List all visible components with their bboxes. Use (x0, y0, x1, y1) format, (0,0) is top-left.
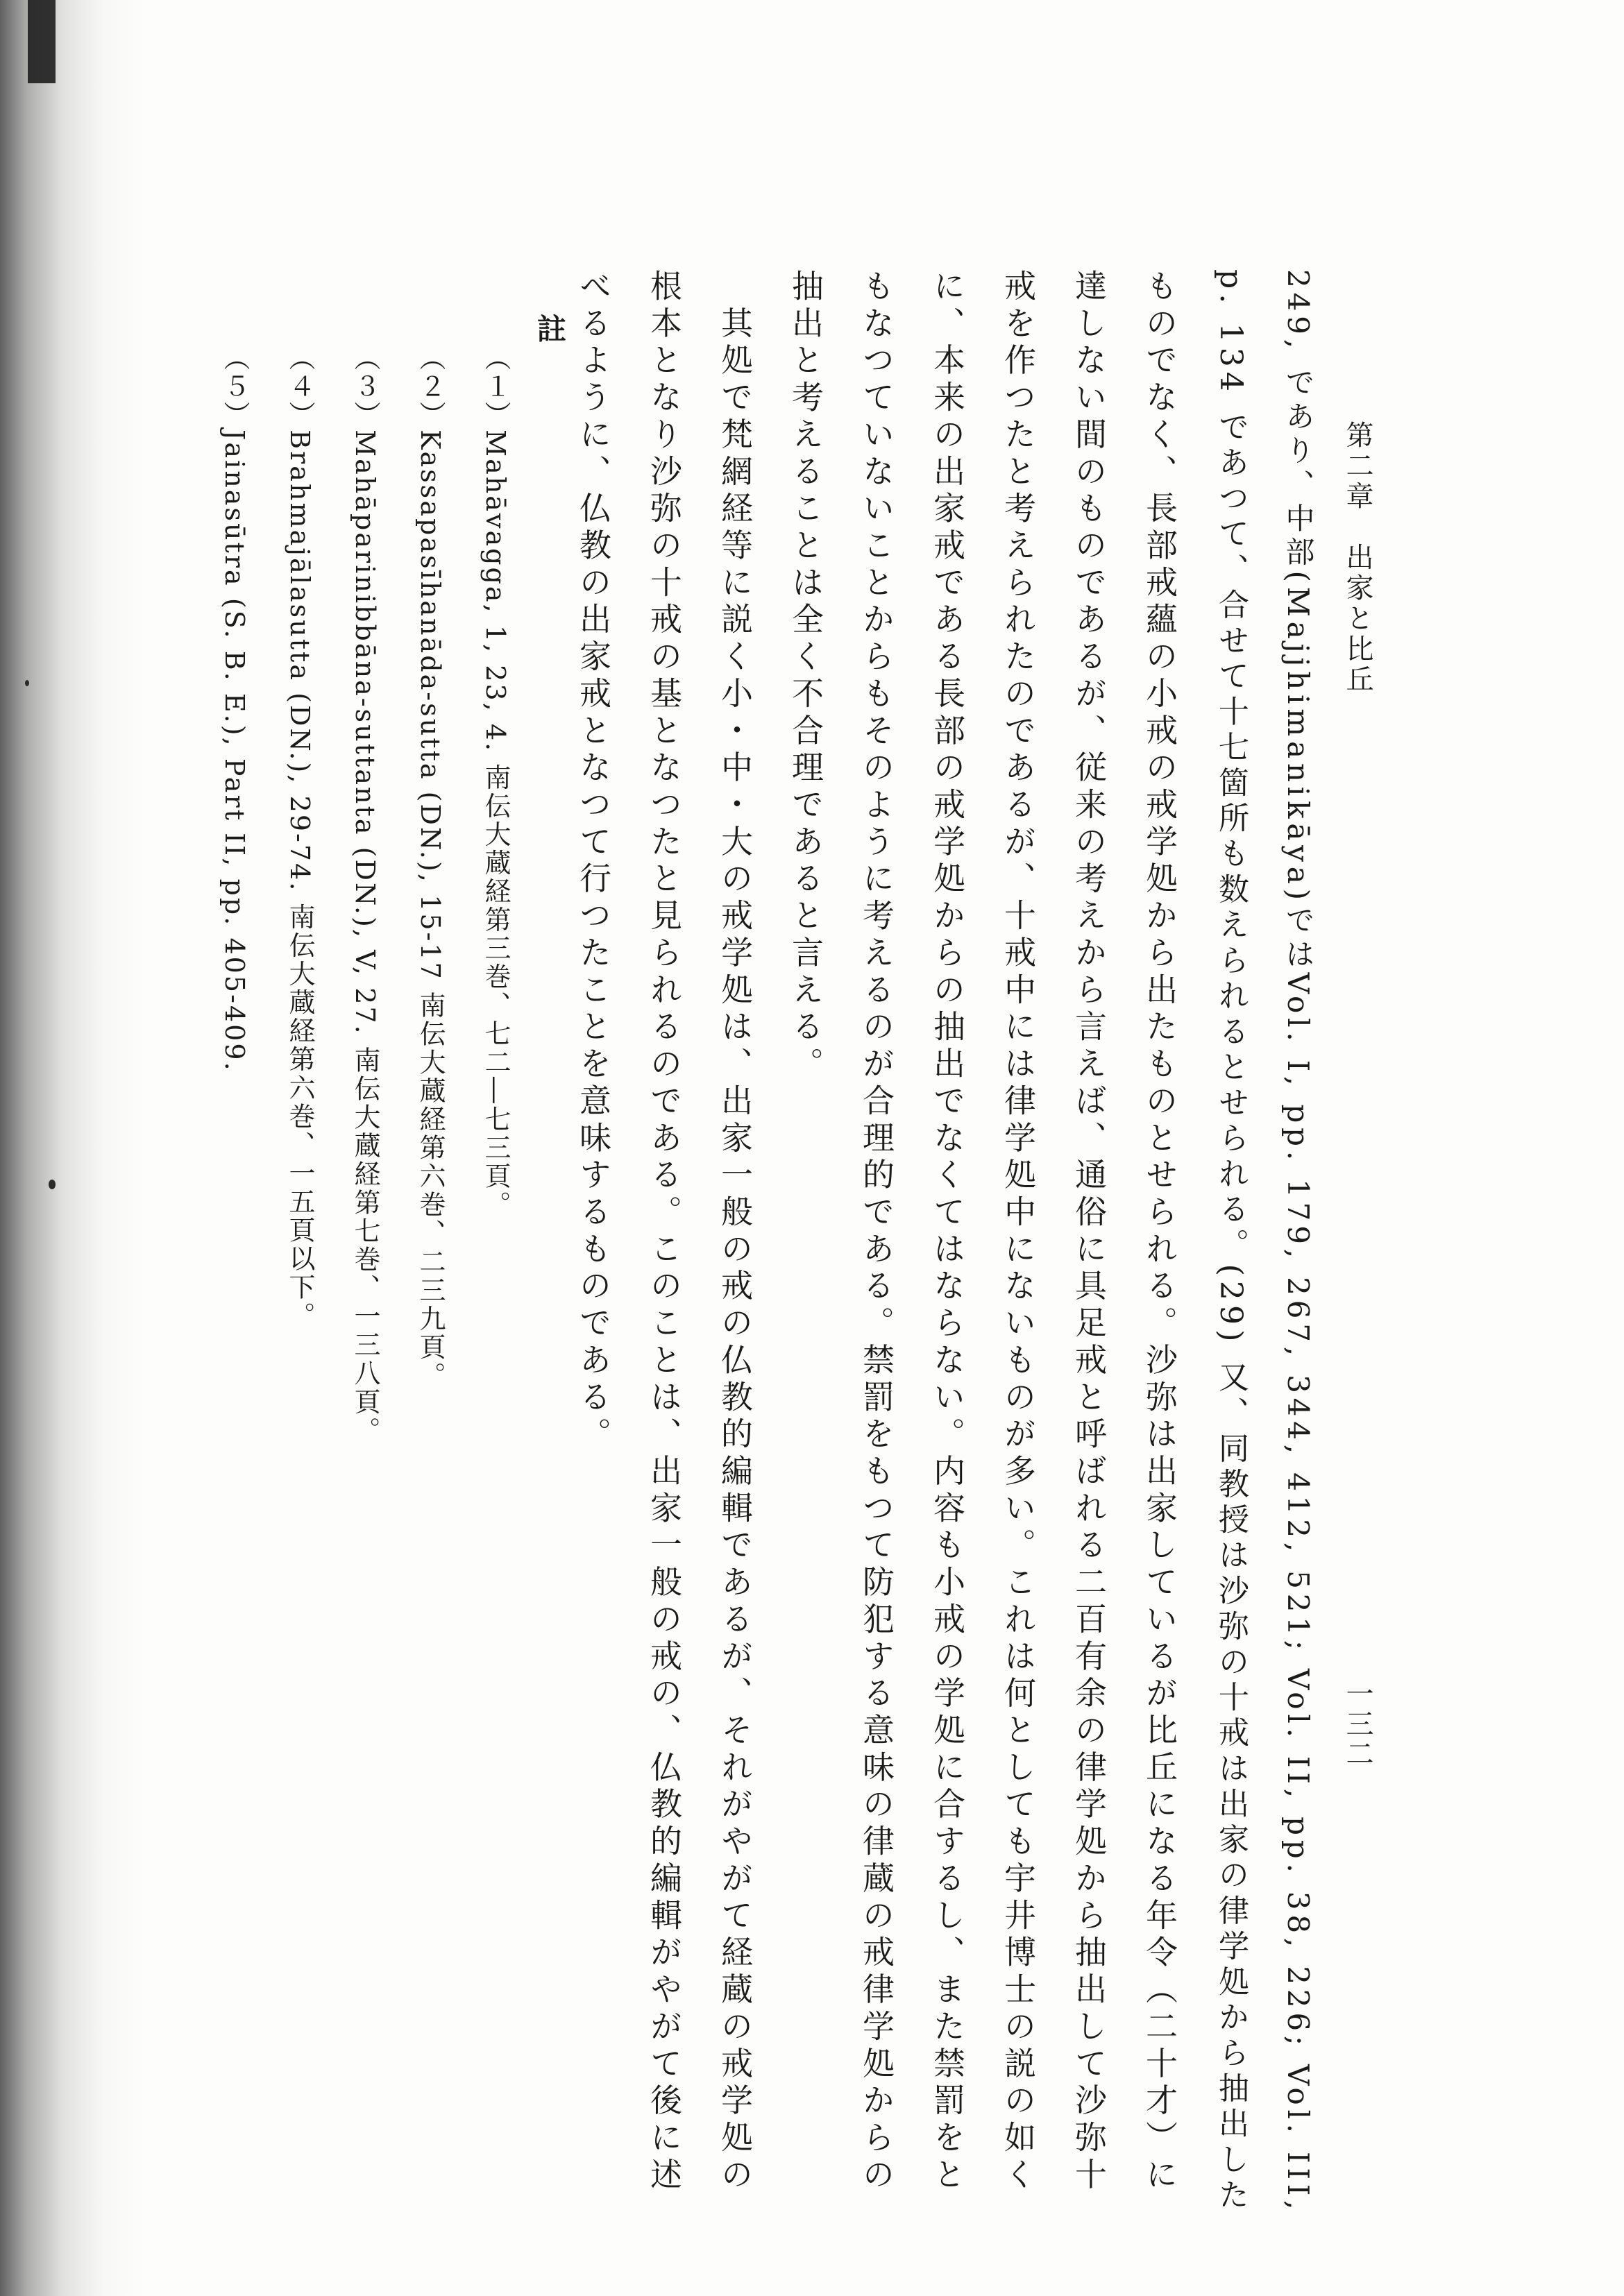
body-line-4: 達しない間のものであるが、従来の考えから言えば、通俗に具足戒と呼ばれる二百有余の律学処から抽出して沙弥十 (1070, 269, 1108, 2195)
scan-shadow-top (28, 0, 56, 83)
note-5: （５）Jainasūtra (S. B. E.), Part II, pp. 405-409. (219, 344, 250, 1073)
body-line-9: 其処で梵網経等に説く小・中・大の戒学処は、出家一般の戒の仏教的編輯であるが、それがやがて経蔵の戒学処の (716, 269, 754, 2195)
body-line-7: もなつていないことからもそのように考えるのが合理的である。禁罰をもつて防犯する意味の律蔵の戒律学処からの (858, 269, 895, 2195)
scan-speck (25, 680, 29, 686)
scan-speck (49, 1180, 56, 1189)
notes-heading: 註 (533, 314, 567, 348)
body-line-1: 249, であり、中部(Majjhimanikāya)ではVol. I, pp. 179, 267, 344, 412, 521; Vol. II, pp. 38, 226; Vol. III, (1281, 269, 1315, 2215)
note-4: （４）Brahmajālasutta (DN.), 29-74. 南伝大蔵経第六巻、一五頁以下。 (285, 344, 315, 1331)
body-line-10: 根本となり沙弥の十戒の基となつたと見られるのである。このことは、出家一般の戒の、仏教的編輯がやがて後に述 (645, 269, 683, 2195)
body-line-8: 抽出と考えることは全く不合理であると言える。 (787, 269, 824, 1084)
note-3: （３）Mahāparinibbāna-suttanta (DN.), V, 27. 南伝大蔵経第七巻、一三八頁。 (350, 344, 380, 1445)
scan-shadow (0, 0, 146, 2296)
body-line-6: に、本来の出家戒である長部の戒学処からの抽出でなくてはならない。内容も小戒の学処に合するし、また禁罰をと (929, 269, 966, 2195)
body-line-5: 戒を作つたと考えられたのであるが、十戒中には律学処中にないものが多い。これは何としても宇井博士の説の如く (999, 269, 1037, 2195)
body-line-3: ものでなく、長部戒蘊の小戒の戒学処から出たものとせられる。沙弥は出家しているが比丘になる年令（二十才）に (1141, 269, 1178, 2195)
body-line-11: べるように、仏教の出家戒となつて行つたことを意味するものである。 (575, 269, 612, 1454)
body-line-2: p. 134 であつて、合せて十七箇所も数えられるとせられる。(29) 又、同教授は沙弥の十戒は出家の律学処から抽出した (1213, 269, 1249, 2215)
running-head: 第二章 出家と比丘 (1342, 420, 1373, 695)
note-1: （１）Mahāvagga, 1, 23, 4. 南伝大蔵経第三巻、七二―七三頁。 (480, 344, 511, 1220)
note-2: （２）Kassapasīhanāda-sutta (DN.), 15-17 南伝大蔵経第六巻、二三九頁。 (415, 344, 446, 1391)
page-number: 一三二 (1342, 1679, 1373, 1769)
